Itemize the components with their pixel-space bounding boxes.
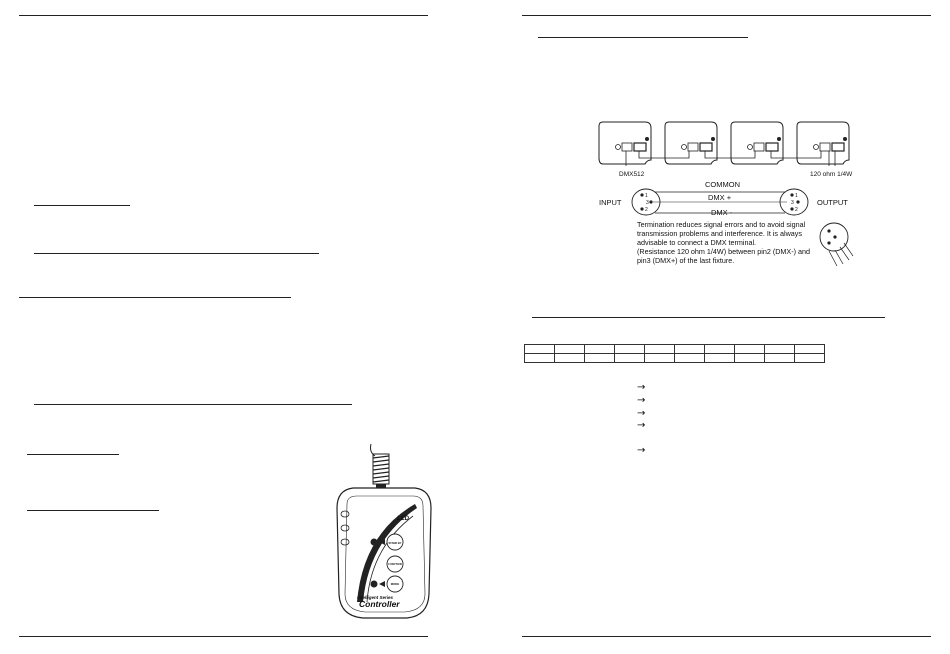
dmx-plus-label: DMX + xyxy=(708,193,732,202)
common-label: COMMON xyxy=(705,180,740,189)
heading-underline-4 xyxy=(34,404,352,405)
input-label: INPUT xyxy=(599,198,622,207)
svg-text:2: 2 xyxy=(795,207,798,213)
dmx-channel-table xyxy=(524,344,825,363)
side-button xyxy=(341,511,349,517)
top-rule-left xyxy=(19,15,428,16)
svg-text:MODE: MODE xyxy=(390,582,400,586)
table-row xyxy=(525,345,825,354)
bottom-rule-left xyxy=(19,636,428,637)
indicator-led xyxy=(371,539,378,546)
arrow-icon: → xyxy=(637,382,646,393)
note-line-1: Termination reduces signal errors and to avoid signal xyxy=(637,220,806,229)
output-label: OUTPUT xyxy=(817,198,848,207)
heading-underline-5 xyxy=(27,454,119,455)
heading-underline-3 xyxy=(19,297,291,298)
indicator-led xyxy=(371,581,378,588)
arrow-icon: → xyxy=(637,420,646,431)
svg-text:STAND BY: STAND BY xyxy=(388,542,402,545)
controller-illustration xyxy=(333,444,433,620)
dmx-terminator-plug xyxy=(820,223,853,266)
table-row xyxy=(525,354,825,363)
bottom-rule-right xyxy=(522,636,931,637)
led-label: LED xyxy=(397,516,409,522)
side-button xyxy=(341,539,349,545)
heading-underline-6 xyxy=(27,510,159,511)
note-line-5: pin3 (DMX+) of the last fixture. xyxy=(637,256,735,265)
heading-underline-7 xyxy=(538,37,748,38)
arrow-icon: → xyxy=(637,408,646,419)
dmx-minus-label: DMX - xyxy=(711,208,733,217)
cable-icon xyxy=(371,444,390,488)
heading-underline-8 xyxy=(532,317,885,318)
svg-text:2: 2 xyxy=(645,207,648,213)
note-line-2: transmission problems and interference. It is always xyxy=(637,229,802,238)
brand-line: Intelligent Series xyxy=(357,595,394,600)
svg-text:3: 3 xyxy=(646,200,649,206)
svg-text:1: 1 xyxy=(645,193,648,199)
note-line-4: (Resistance 120 ohm 1/4W) between pin2 (DMX-) and xyxy=(637,247,810,256)
svg-text:FUNCTION: FUNCTION xyxy=(388,563,402,566)
dmx-wiring-diagram xyxy=(597,116,867,286)
heading-underline-1 xyxy=(34,205,130,206)
controller-title: Controller xyxy=(359,599,400,609)
resistor-label: 120 ohm 1/4W xyxy=(810,171,853,178)
note-line-3: advisable to connect a DMX terminal. xyxy=(637,238,757,247)
svg-text:3: 3 xyxy=(791,200,794,206)
heading-underline-2 xyxy=(34,253,319,254)
top-rule-right xyxy=(522,15,931,16)
arrow-icon: → xyxy=(637,395,646,406)
side-button xyxy=(341,525,349,531)
dmx512-label: DMX512 xyxy=(619,171,645,178)
arrow-icon: → xyxy=(637,445,646,456)
svg-text:1: 1 xyxy=(795,193,798,199)
